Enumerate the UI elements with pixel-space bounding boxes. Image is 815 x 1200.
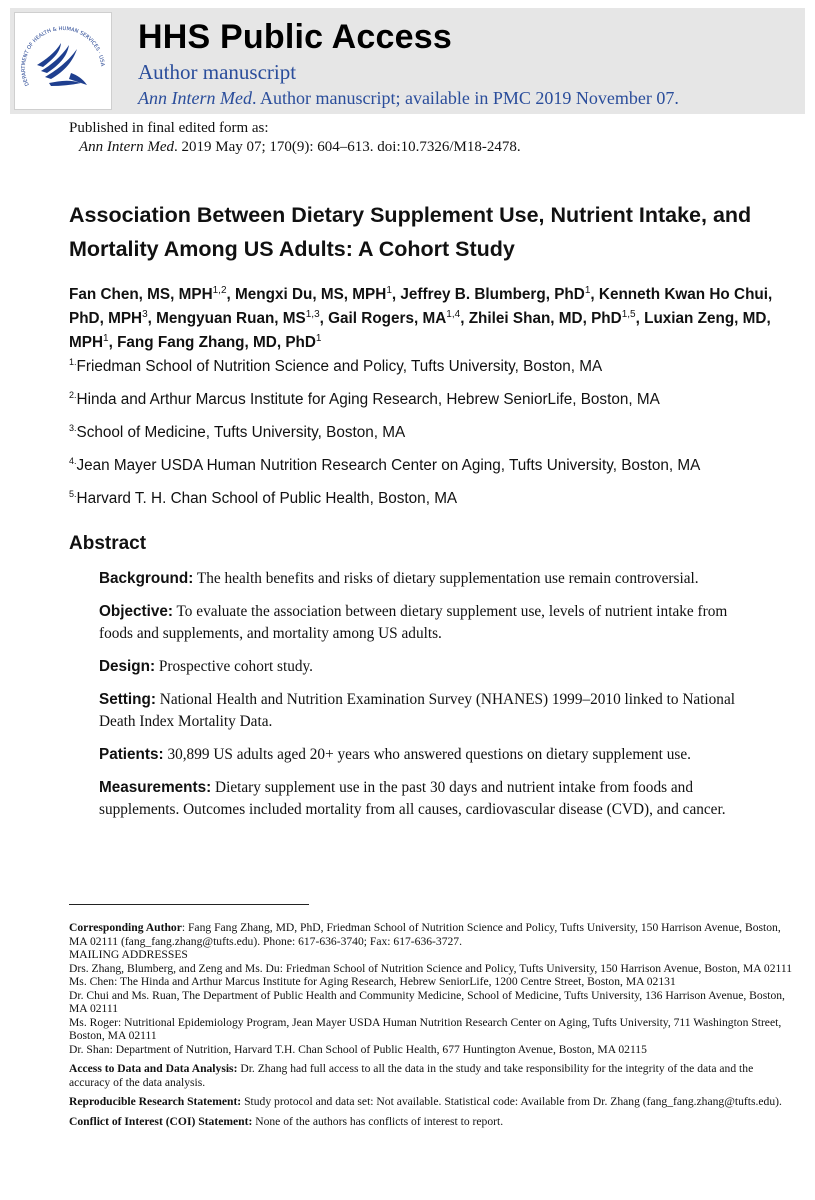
affiliation-list <box>69 356 789 521</box>
mailing-address: Dr. Chui and Ms. Ruan, The Department of Public Health and Community Medicine, School of Medicine, Tufts University, 136 Harrison Avenue, Boston, MA 02111 <box>69 988 785 1015</box>
reproducible-research-statement: Reproducible Research Statement: Study protocol and data set: Not available. Statistical code: Available from Dr. Zhang (fang_fang.zhang@tufts.edu). <box>69 1095 782 1108</box>
abstract-setting: Setting: National Health and Nutrition Examination Survey (NHANES) 1999–2010 linked to National Death Index Mortality Data. <box>99 691 735 730</box>
availability-line <box>138 88 679 109</box>
author: Kenneth Kwan Ho Chui, PhD, MPH$^3$ <box>69 286 773 327</box>
abstract-objective: Objective: To evaluate the association between dietary supplement use, levels of nutrient intake from foods and supplements, and mortality among US adults. <box>99 603 728 642</box>
affiliation: $^{3.}$School of Medicine, Tufts University, Boston, MA <box>69 423 406 441</box>
affiliation: $^{1.}$Friedman School of Nutrition Science and Policy, Tufts University, Boston, MA <box>69 357 603 375</box>
author: Zhilei Shan, MD, PhD$^{1,5}$ <box>468 309 636 327</box>
citation <box>69 138 521 157</box>
footnotes <box>69 921 794 1128</box>
mailing-address: Dr. Shan: Department of Nutrition, Harvard T.H. Chan School of Public Health, 677 Huntington Avenue, Boston, MA 02115 <box>69 1042 647 1056</box>
author: Jeffrey B. Blumberg, PhD$^1$ <box>400 285 591 303</box>
published-label: Published in final edited form as: <box>69 120 269 136</box>
mailing-address: Ms. Chen: The Hinda and Arthur Marcus Institute for Aging Research, Hebrew SeniorLife, 1200 Centre Street, Boston, MA 02131 <box>69 975 676 988</box>
citation-text: . 2019 May 07; 170(9): 604–613. doi:10.7326/M18-2478. <box>173 139 521 155</box>
manuscript-type: Author manuscript <box>138 60 297 84</box>
seal-text: DEPARTMENT OF HEALTH & HUMAN SERVICES · USA <box>20 25 105 87</box>
author: Mengxi Du, MS, MPH$^1$ <box>235 285 392 303</box>
corresponding-author: Corresponding Author: Fang Fang Zhang, MD, PhD, Friedman School of Nutrition Science and Policy, Tufts University, 150 Harrison Avenue, Boston, MA 02111 (fang_fang.zhang@tufts.edu). Phone: 617-636-3740; Fax: 617-636-3727. <box>69 921 781 948</box>
footnote-divider <box>69 904 309 905</box>
coi-statement: Conflict of Interest (COI) Statement: None of the authors has conflicts of interest to report. <box>69 1114 504 1128</box>
abstract-design: Design: Prospective cohort study. <box>99 658 313 675</box>
affiliation: $^{4.}$Jean Mayer USDA Human Nutrition Research Center on Aging, Tufts University, Boston, MA <box>69 456 701 474</box>
abstract-body <box>99 568 749 832</box>
mailing-address: Drs. Zhang, Blumberg, and Zeng and Ms. Du: Friedman School of Nutrition Science and Policy, Tufts University, 150 Harrison Avenue, Boston, MA 02111 <box>69 961 793 975</box>
affiliation: $^{2.}$Hinda and Arthur Marcus Institute for Aging Research, Hebrew SeniorLife, Boston, MA <box>69 390 660 408</box>
author: Luxian Zeng, MD, MPH$^1$ <box>69 310 771 351</box>
abstract-measurements: Measurements: Dietary supplement use in the past 30 days and nutrient intake from foods and supplements. Outcomes included mortality from all causes, cardiovascular disease (CVD), and cancer. <box>99 779 726 818</box>
mailing-heading: MAILING ADDRESSES <box>69 948 188 961</box>
published-info <box>69 119 521 157</box>
hhs-seal-graphic <box>15 13 111 109</box>
author-list: Fan Chen, MS, MPH$^{1,2}$, Mengxi Du, MS, MPH$^1$, Jeffrey B. Blumberg, PhD$^1$, Kenneth Kwan Ho Chui, PhD, MPH$^3$, Mengyuan Ruan, MS$^{1,3}$, Gail Rogers, MA$^{1,4}$, Zhilei Shan, MD, PhD$^{1,5}$, Luxian Zeng, MD, MPH$^1$, Fang Fang Zhang, MD, PhD$^1$ <box>69 285 773 351</box>
citation-journal: Ann Intern Med <box>79 139 174 155</box>
journal-abbr: Ann Intern Med <box>138 88 252 108</box>
hhs-banner <box>10 8 805 114</box>
author: Mengyuan Ruan, MS$^{1,3}$ <box>156 309 320 327</box>
hhs-title: HHS Public Access <box>138 18 452 56</box>
article-title: Association Between Dietary Supplement Use, Nutrient Intake, and Mortality Among US Adults: A Cohort Study <box>69 203 752 261</box>
hhs-eagle-seal-icon <box>14 12 112 110</box>
availability-text: . Author manuscript; available in PMC 2019 November 07. <box>251 88 679 108</box>
affiliation: $^{5.}$Harvard T. H. Chan School of Public Health, Boston, MA <box>69 489 458 507</box>
author: Fan Chen, MS, MPH$^{1,2}$ <box>69 285 227 303</box>
author: Gail Rogers, MA$^{1,4}$ <box>328 309 461 327</box>
data-access-statement: Access to Data and Data Analysis: Dr. Zhang had full access to all the data in the study and take responsibility for the integrity of the data and the accuracy of the data analysis. <box>69 1062 754 1089</box>
abstract-heading: Abstract <box>69 533 147 554</box>
abstract-background: Background: The health benefits and risks of dietary supplementation use remain controversial. <box>99 570 699 587</box>
author: Fang Fang Zhang, MD, PhD$^1$ <box>117 333 322 351</box>
mailing-address: Ms. Roger: Nutritional Epidemiology Program, Jean Mayer USDA Human Nutrition Research Center on Aging, Tufts University, 711 Washington Street, Boston, MA 02111 <box>69 1015 782 1042</box>
abstract-patients: Patients: 30,899 US adults aged 20+ years who answered questions on dietary supplement use. <box>99 746 691 763</box>
